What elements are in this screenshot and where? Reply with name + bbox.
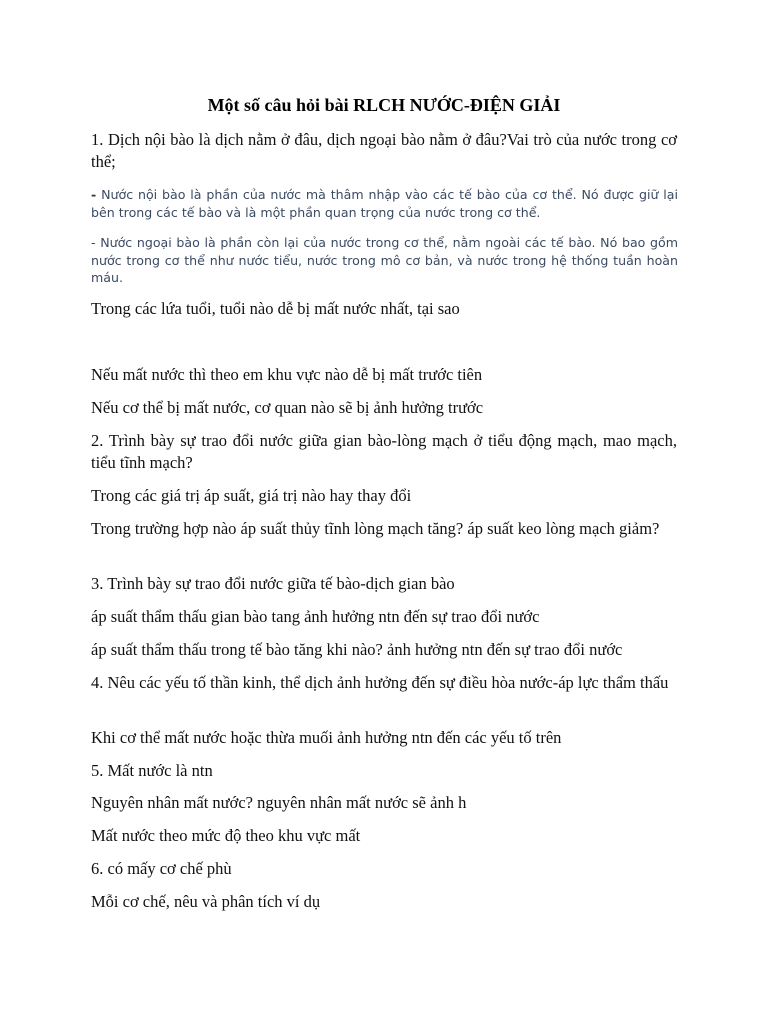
question-4: 4. Nêu các yếu tố thần kinh, thể dịch ảnh hưởng đến sự điều hòa nước-áp lực thẩm thấu: [91, 673, 669, 692]
question-2a: Trong các giá trị áp suất, giá trị nào hay thay đổi: [91, 486, 412, 505]
question-5b: Mất nước theo mức độ theo khu vực mất: [91, 826, 361, 845]
question-2b: Trong trường hợp nào áp suất thủy tĩnh lòng mạch tăng? áp suất keo lòng mạch giảm?: [91, 519, 660, 538]
answer-note-2: - Nước ngoại bào là phần còn lại của nước trong cơ thể, nằm ngoài các tế bào. Nó bao gồm nước trong cơ thể như nước tiểu, nước trong mô cơ bản, và nước trong hệ thống tuần hoàn máu.: [91, 235, 678, 285]
question-5a: Nguyên nhân mất nước? nguyên nhân mất nước sẽ ảnh h: [91, 793, 467, 812]
question-3b: áp suất thẩm thấu trong tế bào tăng khi nào? ảnh hưởng ntn đến sự trao đổi nước: [91, 640, 623, 659]
answer-note-1-text: Nước nội bào là phần của nước mà thâm nhập vào các tế bào của cơ thể. Nó được giữ lại bên trong các tế bào và là một phần quan trọng của nước trong cơ thể.: [91, 187, 678, 220]
question-1a: Trong các lứa tuổi, tuổi nào dễ bị mất nước nhất, tại sao: [91, 299, 460, 318]
question-3a: áp suất thẩm thấu gian bào tang ảnh hưởng ntn đến sự trao đổi nước: [91, 607, 540, 626]
question-6a: Mỗi cơ chế, nêu và phân tích ví dụ: [91, 892, 321, 911]
note-dash: -: [91, 187, 97, 202]
question-6: 6. có mấy cơ chế phù: [91, 859, 232, 878]
question-3: 3. Trình bày sự trao đổi nước giữa tế bào-dịch gian bào: [91, 574, 455, 593]
question-2: 2. Trình bày sự trao đổi nước giữa gian bào-lòng mạch ở tiểu động mạch, mao mạch, tiểu tĩnh mạch?: [91, 431, 677, 472]
question-1b: Nếu mất nước thì theo em khu vực nào dễ bị mất trước tiên: [91, 365, 483, 384]
question-1c: Nếu cơ thể bị mất nước, cơ quan nào sẽ bị ảnh hưởng trước: [91, 398, 484, 417]
question-1: 1. Dịch nội bào là dịch nằm ở đâu, dịch ngoại bào nằm ở đâu?Vai trò của nước trong cơ thể;: [91, 130, 677, 171]
document-title: Một số câu hỏi bài RLCH NƯỚC-ĐIỆN GIẢI: [207, 95, 561, 115]
answer-note-1: [91, 186, 678, 221]
question-4a: Khi cơ thể mất nước hoặc thừa muối ảnh hưởng ntn đến các yếu tố trên: [91, 728, 562, 747]
question-5: 5. Mất nước là ntn: [91, 761, 213, 780]
